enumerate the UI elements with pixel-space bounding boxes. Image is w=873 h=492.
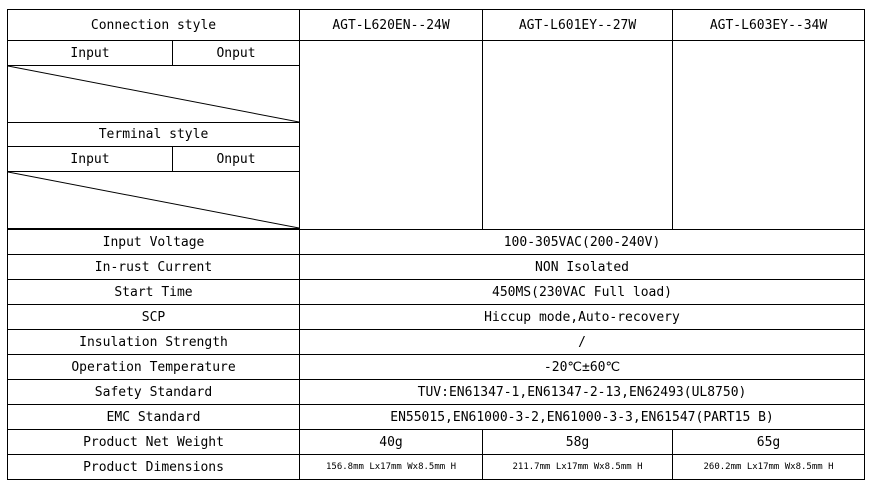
header-row (8, 10, 865, 41)
insulation-label: Insulation Strength (8, 330, 300, 355)
model-3-header: AGT-L603EY--34W (673, 10, 865, 41)
spec-row-dimensions (8, 455, 865, 480)
weight-value-2: 58g (483, 430, 673, 455)
inrush-current-label: In-rust Current (8, 255, 300, 280)
dimensions-value-2: 211.7mm Lx17mm Wx8.5mm H (483, 455, 673, 480)
operation-temp-value: -20℃±60℃ (300, 355, 865, 380)
weight-label: Product Net Weight (8, 430, 300, 455)
model-2-image-cell (483, 41, 673, 230)
spec-row-safety (8, 380, 865, 405)
start-time-value: 450MS(230VAC Full load) (300, 280, 865, 305)
dimensions-label: Product Dimensions (8, 455, 300, 480)
connection-io-row (8, 41, 865, 66)
terminal-diagonal-cell (8, 172, 300, 229)
spec-row-insulation (8, 330, 865, 355)
safety-value: TUV:EN61347-1,EN61347-2-13,EN62493(UL8750) (300, 380, 865, 405)
connection-diagonal-line (8, 66, 299, 122)
emc-label: EMC Standard (8, 405, 300, 430)
terminal-style-label: Terminal style (8, 123, 300, 147)
scp-label: SCP (8, 305, 300, 330)
spec-row-input-voltage (8, 230, 865, 255)
connection-diagonal-cell (8, 66, 300, 123)
dimensions-value-1: 156.8mm Lx17mm Wx8.5mm H (300, 455, 483, 480)
scp-value: Hiccup mode,Auto-recovery (300, 305, 865, 330)
insulation-value: / (300, 330, 865, 355)
start-time-label: Start Time (8, 280, 300, 305)
spec-row-inrush-current (8, 255, 865, 280)
weight-value-1: 40g (300, 430, 483, 455)
terminal-output-label: Onput (173, 147, 300, 172)
model-1-header: AGT-L620EN--24W (300, 10, 483, 41)
dimensions-value-3: 260.2mm Lx17mm Wx8.5mm H (673, 455, 865, 480)
spec-row-scp (8, 305, 865, 330)
operation-temp-label: Operation Temperature (8, 355, 300, 380)
connection-input-label: Input (8, 41, 173, 66)
model-3-image-cell (673, 41, 865, 230)
connection-output-label: Onput (173, 41, 300, 66)
connection-style-header: Connection style (8, 10, 300, 41)
terminal-diagonal-line (8, 172, 299, 228)
spec-row-weight (8, 430, 865, 455)
input-voltage-value: 100-305VAC(200-240V) (300, 230, 865, 255)
spec-table (7, 9, 865, 480)
safety-label: Safety Standard (8, 380, 300, 405)
spec-row-emc (8, 405, 865, 430)
terminal-input-label: Input (8, 147, 173, 172)
model-2-header: AGT-L601EY--27W (483, 10, 673, 41)
inrush-current-value: NON Isolated (300, 255, 865, 280)
input-voltage-label: Input Voltage (8, 230, 300, 255)
weight-value-3: 65g (673, 430, 865, 455)
model-1-image-cell (300, 41, 483, 230)
spec-row-operation-temp (8, 355, 865, 380)
emc-value: EN55015,EN61000-3-2,EN61000-3-3,EN61547(PART15 B) (300, 405, 865, 430)
spec-row-start-time (8, 280, 865, 305)
